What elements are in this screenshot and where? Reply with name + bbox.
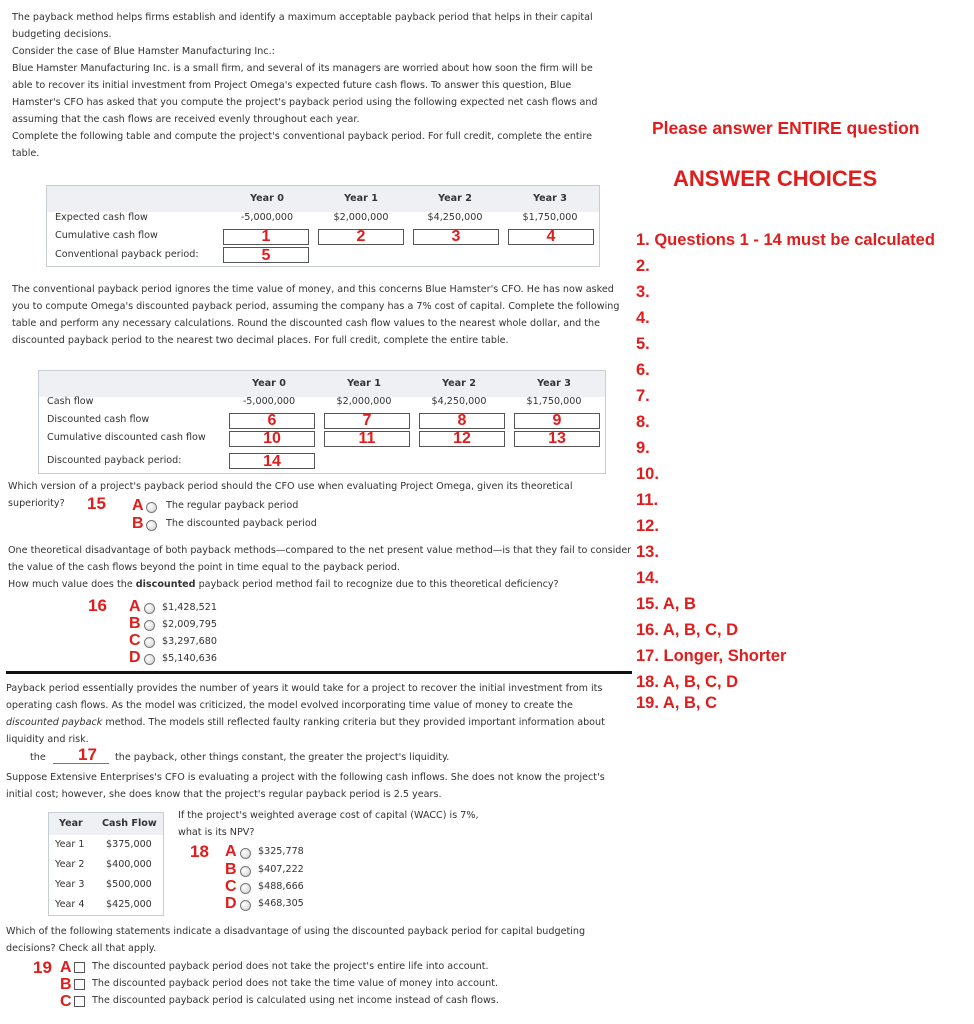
- header-year-1: Year 1: [347, 378, 381, 389]
- discounted-input-year-1[interactable]: 7: [324, 413, 410, 429]
- list-item: 10.: [636, 465, 659, 483]
- cumulative-input-year-1[interactable]: 2: [318, 229, 404, 245]
- value-year-3: $1,750,000: [526, 396, 582, 407]
- radio-option-c[interactable]: [240, 883, 251, 894]
- question-17-prefix: the: [30, 752, 46, 763]
- header-year-2: Year 2: [442, 378, 476, 389]
- table-row: Year 1: [55, 839, 85, 850]
- list-item: 11.: [636, 491, 659, 509]
- option-label: $468,305: [258, 898, 304, 909]
- option-letter: C: [225, 878, 237, 895]
- radio-option-d[interactable]: [144, 654, 155, 665]
- value-year-2: $4,250,000: [431, 396, 487, 407]
- question-15-number: 15: [87, 494, 106, 513]
- option-label: The regular payback period: [166, 500, 299, 511]
- header-year-3: Year 3: [537, 378, 571, 389]
- header-year-1: Year 1: [344, 193, 378, 204]
- question-18-text: If the project's weighted average cost of capital (WACC) is 7%, what is its NPV?: [178, 810, 479, 838]
- discounted-input-year-3[interactable]: 9: [514, 413, 600, 429]
- option-letter: B: [225, 861, 237, 878]
- option-label: The discounted payback period does not take the project's entire life into account.: [92, 961, 489, 972]
- cumulative-input-year-3[interactable]: 4: [508, 229, 594, 245]
- value-year-0: -5,000,000: [240, 212, 294, 223]
- option-letter: C: [129, 632, 141, 649]
- option-letter: A: [225, 843, 237, 860]
- payback-table: [46, 185, 600, 267]
- question-16-number: 16: [88, 596, 107, 615]
- option-letter: B: [129, 615, 141, 632]
- radio-discounted-payback[interactable]: [146, 520, 157, 531]
- question-16-paragraph: One theoretical disadvantage of both payback methods—compared to the net present value method—is that they fail to consider the value of the cash flows beyond the point in time equal to the payback period.: [8, 545, 632, 573]
- option-label: $2,009,795: [162, 619, 217, 630]
- intro-text: [12, 9, 612, 162]
- option-label: $407,222: [258, 864, 304, 875]
- value-year-0: -5,000,000: [242, 396, 296, 407]
- header-year: Year: [59, 818, 83, 829]
- header-cash-flow: Cash Flow: [102, 818, 157, 829]
- option-label: The discounted payback period is calculated using net income instead of cash flows.: [92, 995, 499, 1006]
- option-letter: A: [132, 497, 144, 514]
- row-label-expected-cash-flow: Expected cash flow: [55, 212, 148, 223]
- header-year-2: Year 2: [438, 193, 472, 204]
- question-18-number: 18: [190, 842, 209, 861]
- list-item: 17. Longer, Shorter: [636, 647, 787, 665]
- option-label: $325,778: [258, 846, 304, 857]
- cumulative-discounted-input-year-1[interactable]: 11: [324, 431, 410, 447]
- list-item: 13.: [636, 543, 659, 561]
- option-label: The discounted payback period: [166, 518, 317, 529]
- option-letter: D: [129, 649, 141, 666]
- cumulative-discounted-input-year-2[interactable]: 12: [419, 431, 505, 447]
- list-item: 4.: [636, 309, 650, 327]
- option-letter: A: [60, 959, 72, 976]
- please-answer-note: Please answer ENTIRE question: [652, 118, 920, 138]
- intro-paragraph-4: Complete the following table and compute the project's conventional payback period. For full credit, complete the entire table.: [12, 131, 592, 159]
- value-year-3: $1,750,000: [522, 212, 578, 223]
- radio-option-a[interactable]: [144, 603, 155, 614]
- question-17-suffix: the payback, other things constant, the greater the project's liquidity.: [115, 752, 450, 763]
- list-item: 3.: [636, 283, 650, 301]
- option-letter: B: [132, 515, 144, 532]
- list-item: 5.: [636, 335, 650, 353]
- radio-option-a[interactable]: [240, 848, 251, 859]
- option-label: The discounted payback period does not take the time value of money into account.: [92, 978, 499, 989]
- question-19-number: 19: [33, 958, 52, 977]
- list-item: 14.: [636, 569, 659, 587]
- table-cell: $400,000: [106, 859, 152, 870]
- list-item: 19. A, B, C: [636, 694, 717, 712]
- cumulative-discounted-input-year-0[interactable]: 10: [229, 431, 315, 447]
- table-cell: $375,000: [106, 839, 152, 850]
- question-19-text: Which of the following statements indicate a disadvantage of using the discounted payback period for capital budgeting decisions? Check all that apply.: [6, 926, 586, 954]
- question-15-text: Which version of a project's payback period should the CFO use when evaluating Project Omega, given its theoretical superiority?: [8, 481, 573, 509]
- option-letter: B: [60, 976, 72, 993]
- option-label: $3,297,680: [162, 636, 217, 647]
- checkbox-option-c[interactable]: [74, 996, 85, 1007]
- discounted-input-year-0[interactable]: 6: [229, 413, 315, 429]
- discounted-intro: The conventional payback period ignores the time value of money, and this concerns Blue Hamster's CFO. He has now asked you to compute Omega's discounted payback period, assuming the company has a 7% cost of capital. Complete the following table and perform any necessary calculations. Round the discounted cash flow values to the nearest whole dollar, and the discounted payback period to the nearest two decimal places. For full credit, complete the entire table.: [12, 284, 620, 346]
- conventional-payback-input[interactable]: 5: [223, 247, 309, 263]
- intro-paragraph-1: The payback method helps firms establish and identify a maximum acceptable payback period that helps in their capital budgeting decisions.: [12, 12, 593, 40]
- table-cell: $500,000: [106, 879, 152, 890]
- option-letter: D: [225, 895, 237, 912]
- table-row: Year 2: [55, 859, 85, 870]
- row-label-cumulative-cash-flow: Cumulative cash flow: [55, 230, 158, 241]
- value-year-2: $4,250,000: [427, 212, 483, 223]
- cumulative-discounted-input-year-3[interactable]: 13: [514, 431, 600, 447]
- list-item: 2.: [636, 257, 650, 275]
- table-cell: $425,000: [106, 899, 152, 910]
- list-item: 15. A, B: [636, 595, 696, 613]
- checkbox-option-b[interactable]: [74, 979, 85, 990]
- table-row: Year 3: [55, 879, 85, 890]
- cash-inflow-table: [48, 812, 164, 916]
- cumulative-input-year-2[interactable]: 3: [413, 229, 499, 245]
- discounted-table: [38, 370, 606, 474]
- option-letter: C: [60, 993, 72, 1010]
- radio-regular-payback[interactable]: [146, 502, 157, 513]
- header-year-3: Year 3: [533, 193, 567, 204]
- option-label: $5,140,636: [162, 653, 217, 664]
- value-year-1: $2,000,000: [336, 396, 392, 407]
- row-label-cumulative-discounted: Cumulative discounted cash flow: [47, 432, 206, 443]
- question-16-prompt: How much value does the discounted payback period method fail to recognize due to this theoretical deficiency?: [8, 579, 559, 590]
- question-17-paragraph: Payback period essentially provides the number of years it would take for a project to recover the initial investment from its operating cash flows. As the model was criticized, the model evolved incorporating time value of money to create the discounted payback method. The models still reflected faulty ranking criteria but they provided important information about liquidity and risk.: [6, 683, 605, 745]
- row-label-discounted-cash-flow: Discounted cash flow: [47, 414, 150, 425]
- list-item: 6.: [636, 361, 650, 379]
- discounted-input-year-2[interactable]: 8: [419, 413, 505, 429]
- checkbox-option-a[interactable]: [74, 962, 85, 973]
- option-letter: A: [129, 598, 141, 615]
- list-item: 16. A, B, C, D: [636, 621, 739, 639]
- list-item: 18. A, B, C, D: [636, 673, 739, 691]
- discounted-payback-input[interactable]: 14: [229, 453, 315, 469]
- answer-choices-title: ANSWER CHOICES: [673, 166, 878, 191]
- intro-paragraph-3: Blue Hamster Manufacturing Inc. is a small firm, and several of its managers are worried about how soon the firm will be able to recover its initial investment from Project Omega's expected future cash flows. To answer this question, Blue Hamster's CFO has asked that you compute the project's payback period using the following expected net cash flows and assuming that the cash flows are received evenly throughout each year.: [12, 63, 598, 125]
- header-year-0: Year 0: [252, 378, 286, 389]
- list-item: 12.: [636, 517, 659, 535]
- list-item: 8.: [636, 413, 650, 431]
- row-label-conventional-payback: Conventional payback period:: [55, 249, 199, 260]
- cumulative-input-year-0[interactable]: 1: [223, 229, 309, 245]
- radio-option-d[interactable]: [240, 900, 251, 911]
- radio-option-b[interactable]: [144, 620, 155, 631]
- question-16-text: [8, 542, 634, 593]
- radio-option-c[interactable]: [144, 637, 155, 648]
- question-17-number: 17: [78, 745, 97, 764]
- row-label-cash-flow: Cash flow: [47, 396, 94, 407]
- list-item: 9.: [636, 439, 650, 457]
- list-item: 7.: [636, 387, 650, 405]
- section-divider: [6, 671, 632, 674]
- answer-choices-list: [636, 227, 935, 716]
- list-item: 1. Questions 1 - 14 must be calculated: [636, 231, 935, 249]
- table-row: Year 4: [55, 899, 85, 910]
- value-year-1: $2,000,000: [333, 212, 389, 223]
- question-18-intro: Suppose Extensive Enterprises's CFO is evaluating a project with the following cash inflows. She does not know the project's initial cost; however, she does know that the project's regular payback period is 2.5 years.: [6, 772, 605, 800]
- header-year-0: Year 0: [250, 193, 284, 204]
- intro-paragraph-2: Consider the case of Blue Hamster Manufacturing Inc.:: [12, 46, 275, 57]
- option-label: $1,428,521: [162, 602, 217, 613]
- radio-option-b[interactable]: [240, 866, 251, 877]
- row-label-discounted-payback: Discounted payback period:: [47, 455, 182, 466]
- option-label: $488,666: [258, 881, 304, 892]
